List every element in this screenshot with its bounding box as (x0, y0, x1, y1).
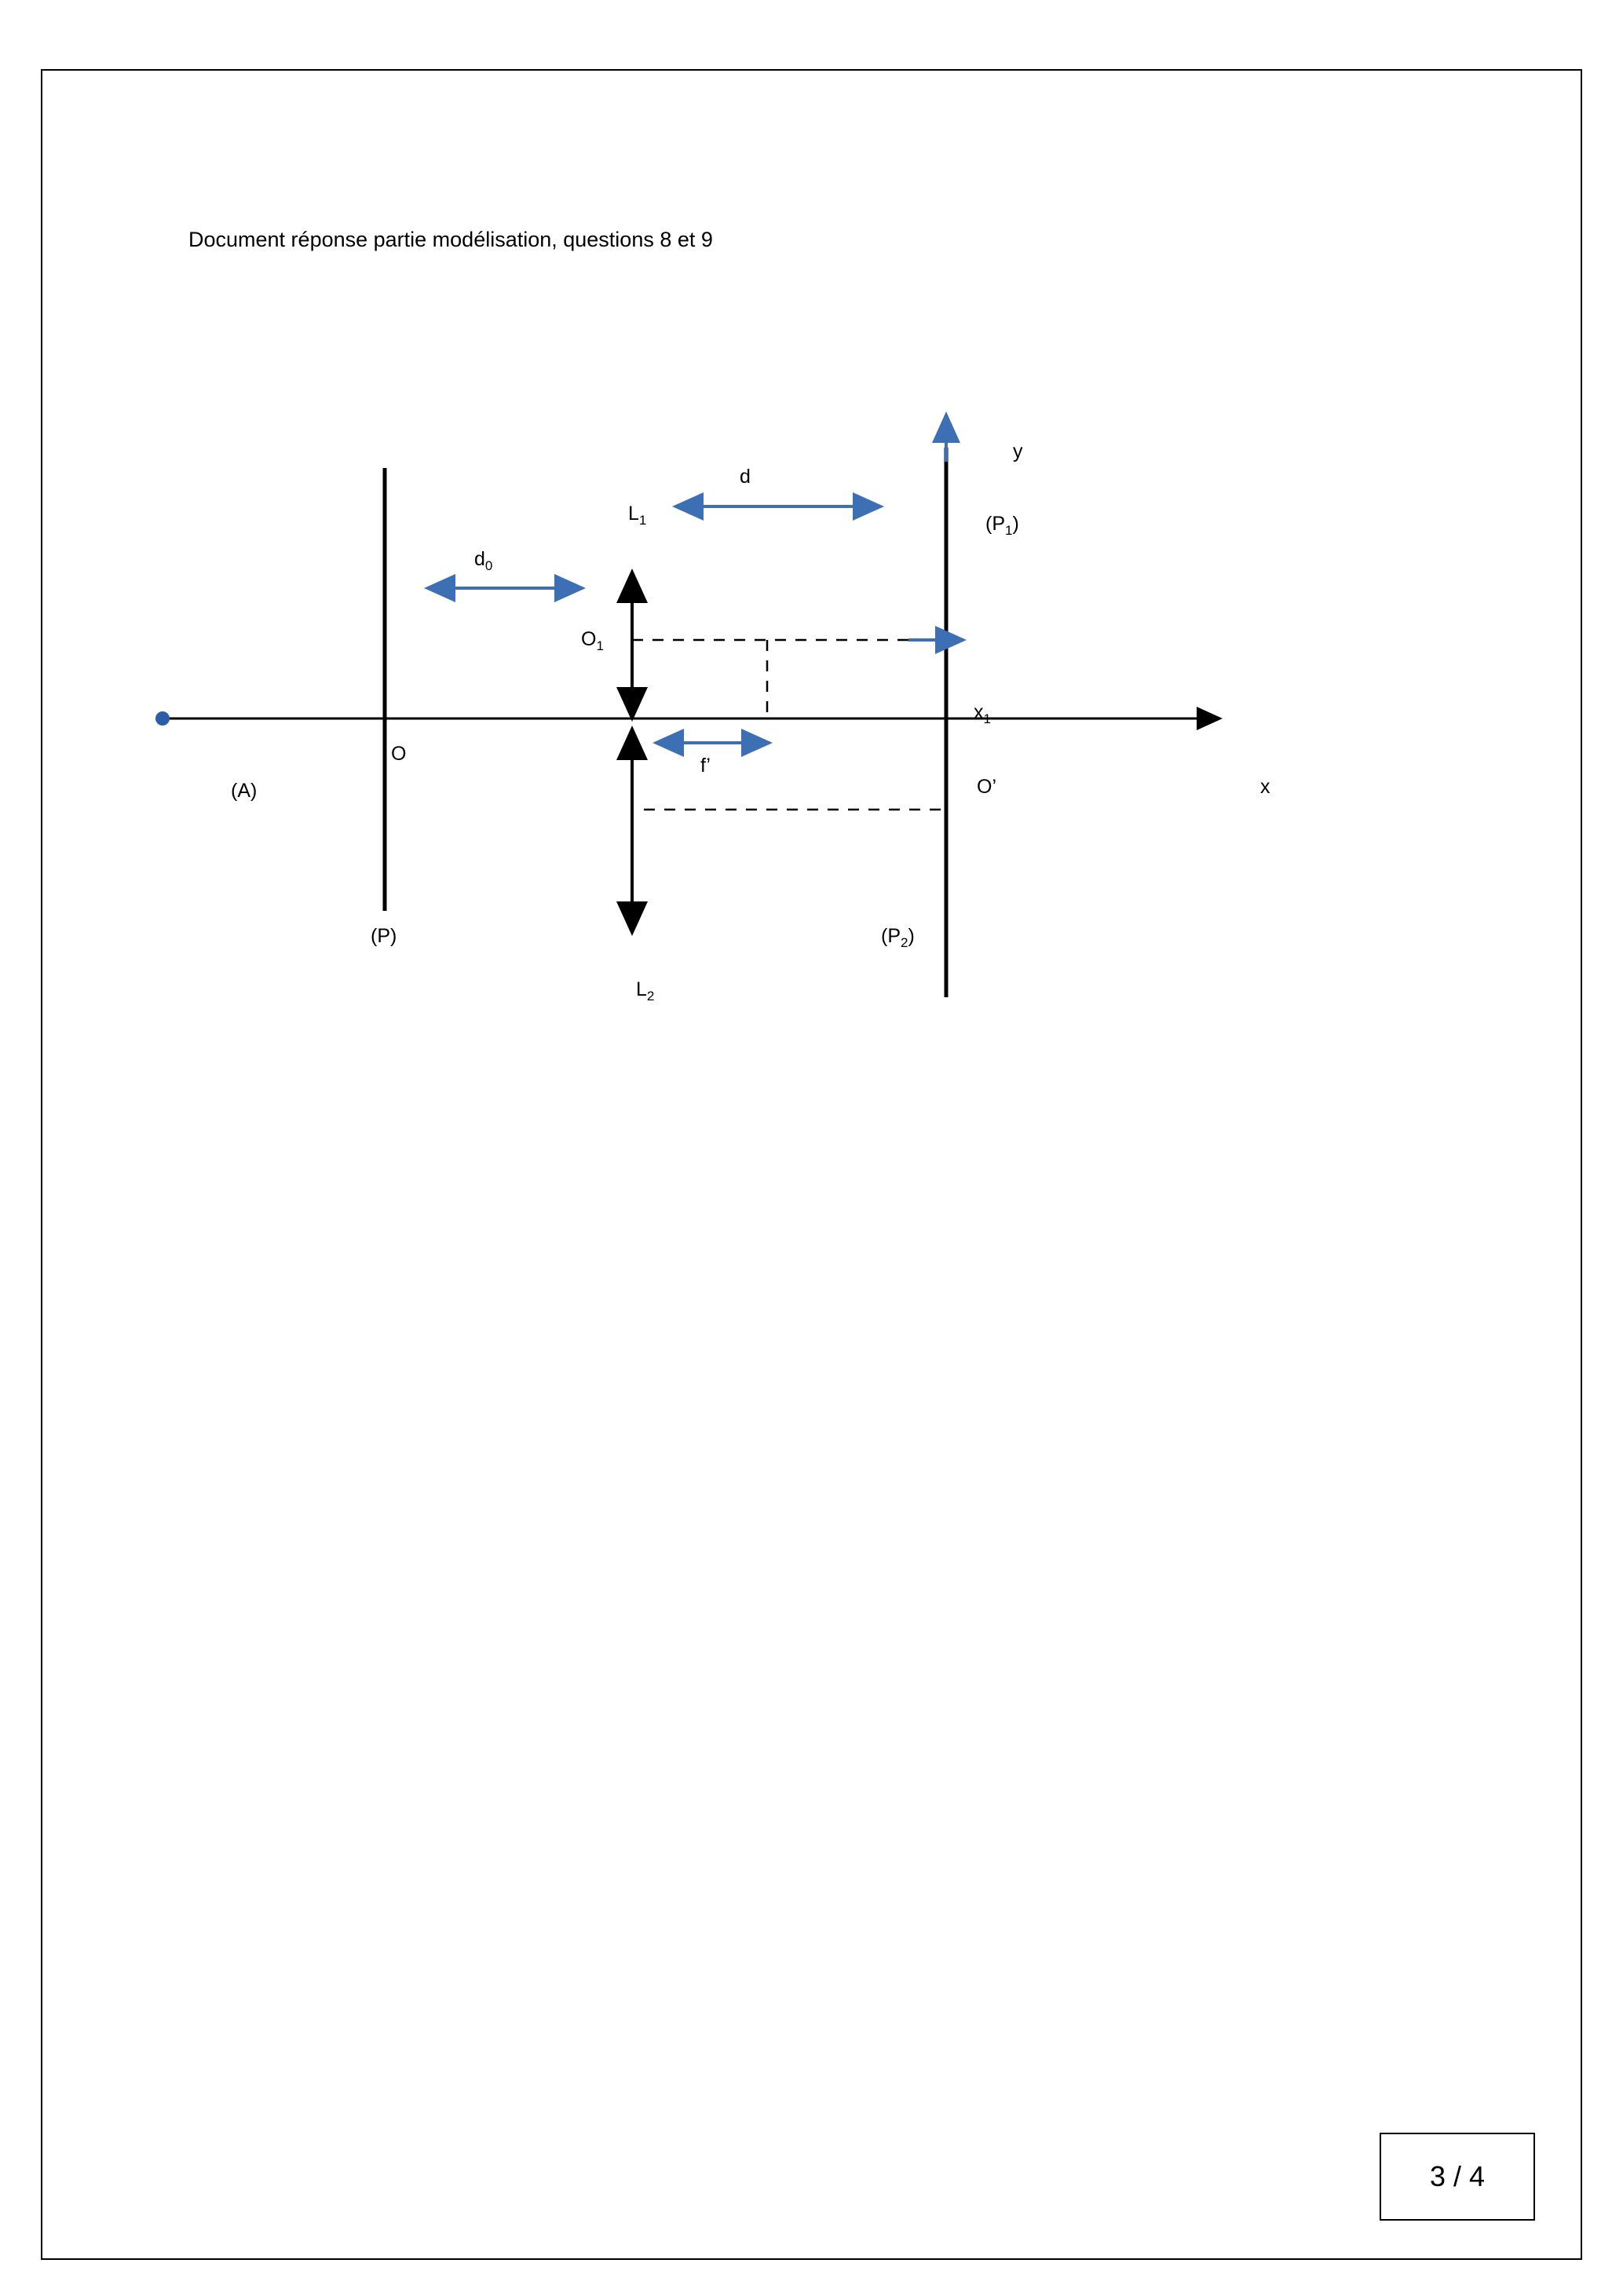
point-O-prime-label: O’ (977, 776, 996, 798)
plane-P-label: (P) (371, 925, 397, 947)
optics-diagram (41, 69, 1582, 1090)
plane-P2-label: $(P_2)$ (881, 925, 915, 950)
page-number: 3 / 4 (1429, 2160, 1486, 2192)
axis-origin-point (155, 711, 170, 726)
axis-y-label: y (1013, 441, 1023, 462)
axis-x1-label: $x_1$ (974, 701, 991, 726)
page-title: Document réponse partie modélisation, questions 8 et 9 (188, 228, 713, 251)
point-O1-label: $O_1$ (581, 628, 604, 653)
lens-L1-label: $L_1$ (628, 503, 647, 528)
dimension-d-label: d (740, 466, 751, 488)
plane-A-label: (A) (231, 780, 258, 802)
page-number-box (1380, 2133, 1535, 2221)
dimension-d0-label: $d_0$ (474, 548, 493, 573)
lens-L2-label: $L_2$ (636, 978, 655, 1004)
dimension-f-label: f’ (700, 755, 711, 777)
point-O-label: O (391, 743, 407, 765)
diagram-svg (41, 69, 1582, 1090)
axis-x-label: x (1260, 776, 1270, 798)
plane-P1-label: $(P_1)$ (985, 513, 1019, 538)
